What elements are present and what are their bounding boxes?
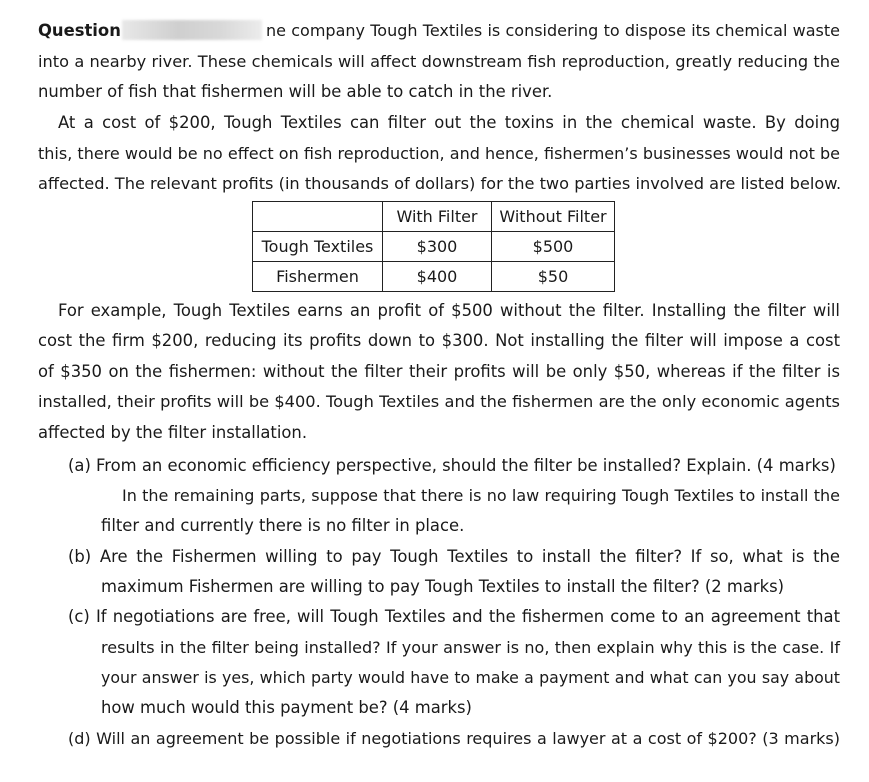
- explanation-line-1: For example, Tough Textiles earns an profit of $500 without the filter. Installing the filter will: [58, 301, 840, 320]
- explanation-line-3: of $350 on the fishermen: without the filter their profits will be only $50, whereas if the filter is: [38, 362, 840, 381]
- redaction-blur: [122, 20, 262, 40]
- table-row: [253, 262, 615, 292]
- table-row-label: Fishermen: [253, 262, 383, 292]
- part-c-line-4: how much would this payment be? (4 marks): [101, 698, 472, 717]
- intro-line-3: number of fish that fishermen will be able to catch in the river.: [38, 82, 553, 101]
- explanation-line-2: cost the firm $200, reducing its profits down to $300. Not installing the filter will impose a cost: [38, 331, 840, 350]
- table-row: [253, 232, 615, 262]
- table-row-label: Tough Textiles: [253, 232, 383, 262]
- part-c-line-2: results in the filter being installed? If your answer is no, then explain why this is the case. If: [101, 638, 840, 657]
- assumption-note-line-2: filter and currently there is no filter in place.: [101, 516, 465, 535]
- intro-line-1: ne company Tough Textiles is considering to dispose its chemical waste: [266, 21, 840, 40]
- assumption-note-line-1: In the remaining parts, suppose that there is no law requiring Tough Textiles to install the: [122, 486, 840, 505]
- table-cell: $50: [492, 262, 615, 292]
- table-cell: $300: [383, 232, 492, 262]
- part-c-line-3: your answer is yes, which party would have to make a payment and what can you say about: [101, 668, 840, 687]
- part-d: (d) Will an agreement be possible if negotiations requires a lawyer at a cost of $200? (3 marks): [68, 729, 840, 748]
- explanation-line-5: affected by the filter installation.: [38, 423, 308, 442]
- profits-table: [252, 201, 615, 292]
- cost-paragraph-line-3: affected. The relevant profits (in thousands of dollars) for the two parties involved are listed below.: [38, 174, 842, 193]
- table-cell: $500: [492, 232, 615, 262]
- table-header-cell: Without Filter: [492, 202, 615, 232]
- table-header-row: [253, 202, 615, 232]
- question-title: Question: [38, 21, 121, 40]
- table-cell: $400: [383, 262, 492, 292]
- part-a: (a) From an economic efficiency perspective, should the filter be installed? Explain. (4 marks): [68, 456, 836, 475]
- part-b-line-1: (b) Are the Fishermen willing to pay Tough Textiles to install the filter? If so, what is the: [68, 547, 840, 566]
- table-header-cell: With Filter: [383, 202, 492, 232]
- table-corner-cell: [253, 202, 383, 232]
- part-b-line-2: maximum Fishermen are willing to pay Tough Textiles to install the filter? (2 marks): [101, 577, 785, 596]
- cost-paragraph-line-2: this, there would be no effect on fish reproduction, and hence, fishermen’s businesses would not be: [38, 144, 840, 163]
- explanation-line-4: installed, their profits will be $400. Tough Textiles and the fishermen are the only economic agents: [38, 392, 840, 411]
- cost-paragraph-line-1: At a cost of $200, Tough Textiles can filter out the toxins in the chemical waste. By doing: [58, 113, 840, 132]
- intro-line-2: into a nearby river. These chemicals will affect downstream fish reproduction, greatly reducing the: [38, 52, 840, 71]
- part-c-line-1: (c) If negotiations are free, will Tough Textiles and the fishermen come to an agreement that: [68, 607, 840, 626]
